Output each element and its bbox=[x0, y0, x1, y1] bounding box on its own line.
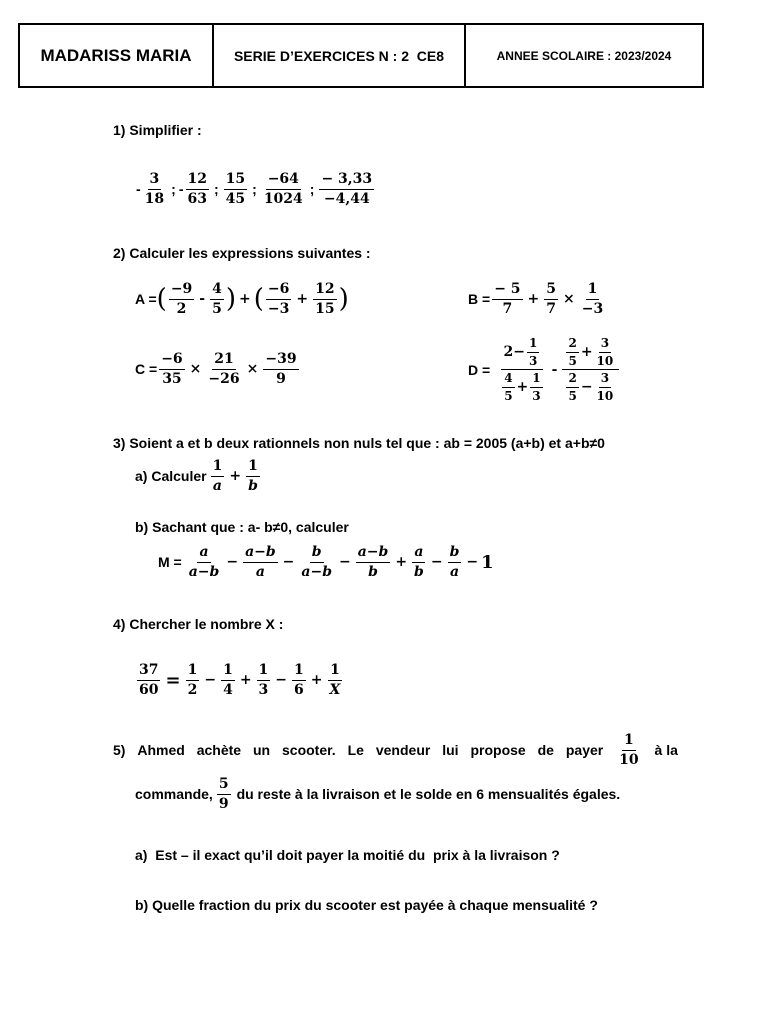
ex3-part-a: a) Calculer 1 a + $\frac{1}{b}$ bbox=[135, 458, 258, 494]
serie-title: SERIE D’EXERCICES N : 2 CE8 bbox=[233, 47, 445, 64]
school-name: MADARISS MARIA bbox=[40, 45, 192, 65]
fraction: −64 1024 bbox=[263, 171, 303, 207]
header-serie-box bbox=[212, 23, 466, 88]
ex2-title: 2) Calculer les expressions suivantes : bbox=[113, 245, 371, 261]
header-year-box bbox=[464, 23, 704, 88]
fraction: 3 18 bbox=[144, 171, 165, 207]
ex4-equation: $\frac{37}{60}$ = $\frac{1}{2}$ − $\frac{1}{4}$ + $\frac{1}{3}$ − $\frac{1}{6}$ + $\frac{1}{X}$ bbox=[139, 662, 341, 698]
fraction: − 3,33 −4,44 bbox=[321, 171, 373, 207]
fraction: 15 45 bbox=[225, 171, 246, 207]
ex5-question-b: b) Quelle fraction du prix du scooter est payée à chaque mensualité ? bbox=[135, 897, 598, 913]
header-school-box bbox=[18, 23, 214, 88]
expr-B: B = $\frac{- 5}{7}$ + $\frac{5}{7}$ × $\frac{1}{-3}$ bbox=[468, 281, 604, 317]
school-year: ANNEE SCOLAIRE : 2023/2024 bbox=[496, 48, 672, 63]
ex3-title: 3) Soient a et b deux rationnels non nuls tel que : ab = 2005 (a+b) et a+b≠0 bbox=[113, 435, 605, 451]
expr-C: C = $\frac{-6}{35}$ × $\frac{21}{-26}$ × $\frac{-39}{9}$ bbox=[135, 351, 297, 387]
expr-M: M = $\frac{a}{a-b}$ − $\frac{a-b}{a}$ − $\frac{b}{a-b}$ − $\frac{a-b}{b}$ + $\frac{a}{b}$ − $\frac{b}{a}$ − 1 bbox=[158, 544, 494, 580]
ex5-question-a: a) Est – il exact qu’il doit payer la moitié du prix à la livraison ? bbox=[135, 847, 560, 863]
ex1-title: 1) Simplifier : bbox=[113, 122, 202, 138]
ex1-fractions: - 3 18 ; - 12 63 ; 15 45 ; −64 1024 ; − 3,33 −4,44 bbox=[136, 171, 373, 207]
ex4-title: 4) Chercher le nombre X : bbox=[113, 616, 284, 632]
ex3-part-b: b) Sachant que : a- b≠0, calculer bbox=[135, 519, 349, 535]
fraction: 12 63 bbox=[187, 171, 207, 207]
ex5-line1: 5) Ahmed achète un scooter. Le vendeur lui propose de payer 1 10 à la bbox=[113, 732, 678, 768]
expr-A: A = ( −9 2 - 4 5 ) + ( −6 −3 + $\frac{12}{15}$ ) bbox=[135, 281, 349, 317]
expr-D: D = 2 − $\frac{1}{3}$ 4 5 + $\frac{1}{3}$ - 2 5 + $\frac{3}{10}$ 2 5 − $\frac{3}{10}$ bbox=[468, 337, 621, 402]
ex5-line2: commande, 5 9 du reste à la livraison et le solde en 6 mensualités égales. bbox=[135, 776, 621, 812]
